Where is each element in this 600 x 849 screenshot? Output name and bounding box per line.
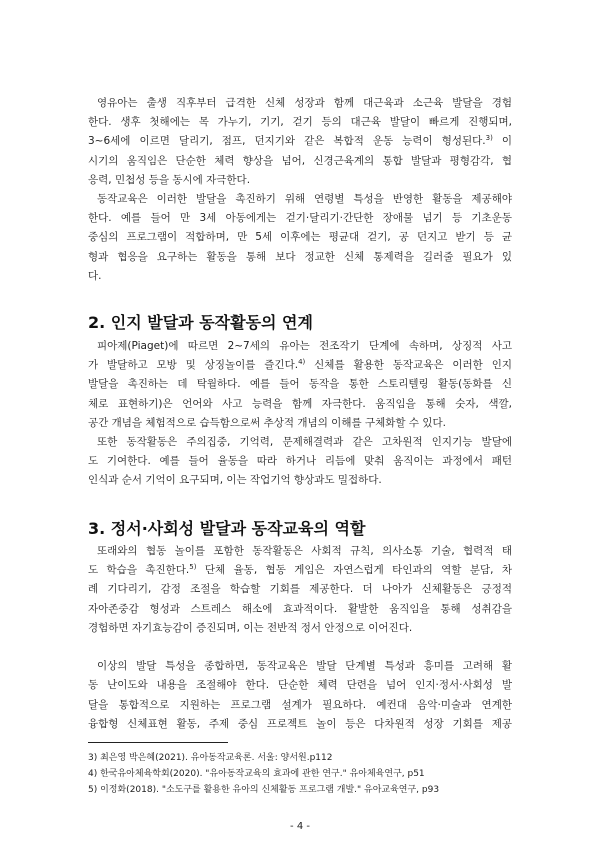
- summary-paragraph: [88, 657, 512, 734]
- section-socioemotional-development: [88, 542, 512, 734]
- text-segment: 단체 율동, 협동 게임은 자연스럽게 타인과의 역할 분담, 차: [196, 564, 512, 577]
- body-line: 융합형 신체표현 활동, 주제 중심 프로젝트 놀이 등은 다차원적 성장 기회를 제공: [88, 717, 512, 730]
- body-line: 발달을 촉진하는 데 탁월하다. 예를 들어 동작을 통한 스토리텔링 활동(동화를 신: [88, 378, 512, 391]
- body-line: 달을 통합적으로 지원하는 프로그램 설계가 필요하다. 예컨대 음악·미술과 연계한: [88, 698, 512, 711]
- body-line: 형과 협응을 요구하는 활동을 통해 보다 정교한 신체 통제력을 길러줄 필요가 있: [88, 250, 512, 263]
- body-line: 시기의 움직임은 단순한 체력 향상을 넘어, 신경근육계의 통합 발달과 평형감각, 협: [88, 154, 512, 167]
- footnote-marker: 4): [298, 358, 306, 367]
- body-line: [88, 356, 512, 375]
- body-line: 례 기다리기, 감정 조절을 학습할 기회를 제공한다. 더 나아가 신체활동은 긍정적: [88, 583, 512, 596]
- body-line: [88, 561, 512, 580]
- footnotes: [88, 750, 512, 798]
- section-intro: [88, 94, 512, 286]
- text-segment: 도 학습을 촉진한다.: [88, 564, 190, 577]
- body-line: 또한 동작활동은 주의집중, 기억력, 문제해결력과 같은 고차원적 인지기능 발달에: [97, 435, 512, 448]
- body-line: 한다. 예를 들어 만 3세 아동에게는 걷기·달리기·간단한 장애물 넘기 등 기초운동: [88, 212, 512, 225]
- text-segment: 신체를 활용한 동작교육은 이러한 인지: [305, 359, 512, 372]
- section-heading: 2. 인지 발달과 동작활동의 연계: [88, 313, 313, 332]
- body-line: 도 기여한다. 예를 들어 율동을 따라 하거나 리듬에 맞춰 움직이는 과정에서 패턴: [88, 455, 512, 468]
- body-line: 자아존중감 형성과 스트레스 해소에 효과적이다. 활발한 움직임을 통해 성취감을: [88, 602, 512, 615]
- body-line: 공간 개념을 체험적으로 습득함으로써 추상적 개념의 이해를 구체화할 수 있다.: [88, 416, 446, 429]
- footnote-marker: 5): [189, 563, 197, 572]
- text-segment: 이: [492, 135, 513, 148]
- footnote-item: 5) 이정화(2018). "소도구를 활용한 유아의 신체활동 프로그램 개발." 유아교육연구, p93: [88, 785, 440, 795]
- page-number: - 4 -: [290, 821, 310, 832]
- body-line: 또래와의 협동 놀이를 포함한 동작활동은 사회적 규칙, 의사소통 기술, 협력적 태: [97, 545, 512, 557]
- body-line: 응력, 민첩성 등을 동시에 자극한다.: [88, 173, 251, 186]
- paragraph: [88, 433, 512, 491]
- body-line: 인식과 순서 기억이 요구되며, 이는 작업기억 향상과도 밀접하다.: [88, 474, 382, 487]
- footnote-item: 4) 한국유아체육학회(2020). "유아동작교육의 효과에 관한 연구." 유아체육연구, p51: [88, 769, 425, 779]
- body-line: 경험하면 자기효능감이 증진되며, 이는 전반적 정서 안정으로 이어진다.: [88, 621, 413, 634]
- footnote-item: 3) 최은영 박은혜(2021). 유아동작교육론. 서울: 양서원.p112: [88, 753, 333, 763]
- body-line: 피아제(Piaget)에 따르면 2~7세의 유아는 전조작기 단계에 속하며, 상징적 사고: [97, 340, 512, 352]
- footnote-rule: [88, 742, 228, 743]
- body-line: 이상의 발달 특성을 종합하면, 동작교육은 발달 단계별 특성과 흥미를 고려해 활: [97, 660, 512, 673]
- body-line: 영유아는 출생 직후부터 급격한 신체 성장과 함께 대근육과 소근육 발달을 경험: [97, 97, 512, 109]
- paragraph: [88, 190, 512, 286]
- footnote-marker: 3): [485, 134, 493, 143]
- body-line: 동 난이도와 내용을 조절해야 한다. 단순한 체력 단련을 넘어 인지·정서·사회성 발: [88, 679, 512, 692]
- section-cognitive-development: [88, 337, 512, 491]
- text-segment: 3~6세에 이르면 달리기, 점프, 던지기와 같은 복합적 운동 능력이 형성된다.: [88, 135, 486, 148]
- body-line: 다.: [88, 269, 102, 282]
- paragraph: [88, 337, 512, 433]
- section-heading: 3. 정서·사회성 발달과 동작교육의 역할: [88, 519, 366, 538]
- body-line: 한다. 생후 첫해에는 목 가누기, 기기, 걷기 등의 대근육 발달이 빠르게 진행되며,: [88, 116, 512, 129]
- body-line: [88, 132, 512, 151]
- body-line: 체로 표현하기)은 언어와 사고 능력을 함께 자극한다. 움직임을 통해 숫자, 색깔,: [88, 397, 512, 410]
- body-line: 중심의 프로그램이 적합하며, 만 5세 이후에는 평균대 걷기, 공 던지고 받기 등 균: [88, 231, 512, 244]
- body-line: 동작교육은 이러한 발달을 촉진하기 위해 연령별 특성을 반영한 활동을 제공해야: [97, 192, 512, 205]
- paragraph: [88, 542, 512, 638]
- text-segment: 가 발달하고 모방 및 상징놀이를 즐긴다.: [88, 359, 299, 372]
- paragraph: [88, 94, 512, 190]
